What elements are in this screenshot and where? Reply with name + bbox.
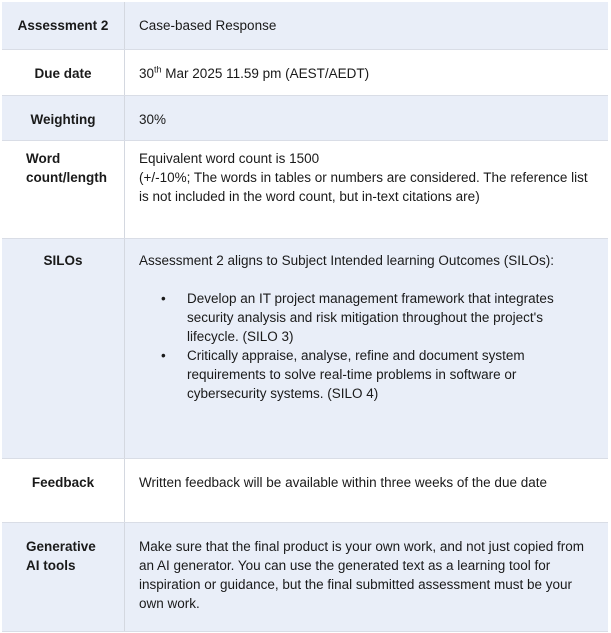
word-count-label-line1: Word	[26, 151, 61, 166]
silos-label: SILOs	[2, 239, 125, 458]
word-count-value	[125, 141, 608, 238]
silo-item-text: Critically appraise, analyse, refine and document system requirements to solve real-time problems in software or cybersecurity systems. (SILO 4)	[187, 348, 525, 401]
assessment-value: Case-based Response	[139, 18, 277, 33]
word-count-label-line2: count/length	[26, 170, 107, 185]
generative-ai-value: Make sure that the final product is your own work, and not just copied from an AI generator. You can use the generated text as a learning tool for inspiration or guidance, but the final submitted assessment must be your own work.	[139, 539, 584, 611]
assessment-details-table	[2, 2, 608, 632]
due-date-day: 30	[139, 66, 155, 81]
bullet-icon: •	[161, 291, 166, 306]
feedback-label: Feedback	[2, 459, 125, 522]
bullet-icon: •	[161, 348, 166, 363]
row-generative-ai	[2, 523, 608, 632]
feedback-value: Written feedback will be available within three weeks of the due date	[139, 475, 547, 490]
silo-item	[139, 289, 594, 346]
silos-list	[139, 289, 594, 403]
weighting-value: 30%	[139, 112, 167, 127]
word-count-value-line1: Equivalent word count is 1500	[139, 151, 320, 166]
due-date-suffix: th	[154, 64, 162, 75]
row-feedback	[2, 459, 608, 523]
due-date-value	[125, 50, 608, 95]
due-date-label: Due date	[2, 50, 125, 95]
row-assessment	[2, 2, 608, 50]
silos-value	[125, 239, 608, 458]
weighting-label: Weighting	[2, 96, 125, 140]
row-word-count	[2, 141, 608, 239]
row-due-date	[2, 50, 608, 96]
due-date-rest: Mar 2025 11.59 pm (AEST/AEDT)	[161, 66, 370, 81]
silo-item	[139, 346, 594, 403]
row-silos	[2, 239, 608, 459]
silos-intro: Assessment 2 aligns to Subject Intended learning Outcomes (SILOs):	[139, 253, 554, 268]
generative-ai-label	[2, 523, 125, 631]
word-count-value-line2: (+/-10%; The words in tables or numbers are considered. The reference list is not included in the word count, but in-text citations are)	[139, 170, 588, 204]
generative-ai-label-line1: Generative	[26, 539, 96, 554]
word-count-label	[2, 141, 125, 238]
generative-ai-label-line2: AI tools	[26, 558, 76, 573]
silo-item-text: Develop an IT project management framework that integrates security analysis and risk mitigation throughout the project's lifecycle. (SILO 3)	[187, 291, 554, 344]
row-weighting	[2, 96, 608, 141]
assessment-label: Assessment 2	[2, 2, 125, 49]
